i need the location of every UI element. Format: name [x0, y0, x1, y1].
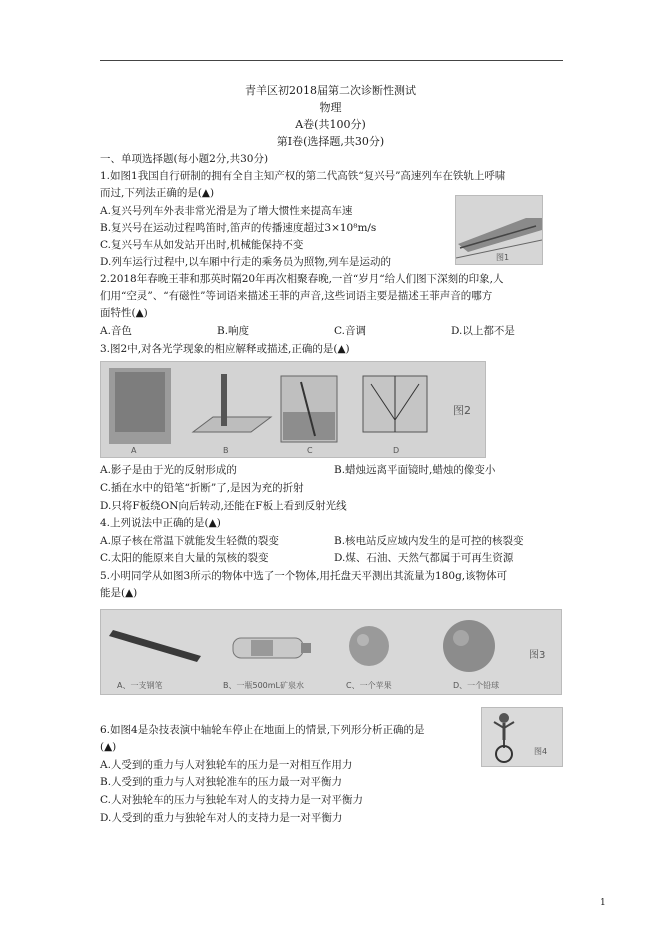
q2-stem-line3: 面特性(▲): [100, 307, 148, 319]
figure-3-caption-d: D、一个铅球: [453, 681, 500, 690]
q6-option-c: C.人对独轮车的压力与独轮车对人的支持力是一对平衡力: [100, 794, 363, 806]
figure-3-label: 图3: [529, 650, 546, 661]
figure-4-label: 图4: [534, 747, 548, 756]
q2-stem-line1: 2.2018年春晚王菲和那英时隔20年再次相聚春晚,一首“岁月“给人们图下深刻的印象,人: [100, 273, 504, 285]
q3-stem: 3.图2中,对各光学现象的相应解释或描述,正确的是(▲): [100, 343, 350, 355]
q1-stem-line1: 1.如图1我国自行研制的拥有全自主知产权的第二代高铁“复兴号”高速列车在铁轨上呼啸: [100, 170, 506, 182]
q6-option-a: A.人受到的重力与人对独轮车的压力是一对相互作用力: [100, 759, 353, 771]
figure-1-train-image: [455, 195, 543, 265]
q2-stem-line2: 们用“空灵”、“有磁性”等词语来描述王菲的声音,这些词语主要是描述王菲声音的哪方: [100, 290, 493, 302]
q1-option-a: A.复兴号列车外表非常光滑是为了增大惯性来提高车速: [100, 205, 353, 217]
part1-title: 第Ⅰ卷(选择题,共30分): [276, 135, 385, 148]
figure-3-caption-a: A、一支钢笔: [117, 681, 163, 690]
q6-stem-line2: (▲): [100, 741, 117, 753]
q4-option-a: A.原子核在常温下就能发生轻微的裂变: [100, 535, 279, 547]
exam-title: 青羊区初2018届第二次诊断性测试: [245, 84, 416, 97]
figure-3-caption-b: B、一瓶500mL矿泉水: [223, 681, 305, 690]
figure-3-caption-c: C、一个苹果: [346, 681, 392, 690]
q5-stem-line2: 能是(▲): [100, 587, 138, 599]
figure-2-panel-a-label: A: [131, 446, 137, 455]
q4-stem: 4.上列说法中正确的是(▲): [100, 517, 221, 529]
q2-option-c: C.音调: [334, 325, 366, 337]
q2-option-d: D.以上都不是: [451, 325, 515, 337]
page-number: 1: [600, 898, 606, 908]
volume-a-title: A卷(共100分): [295, 118, 366, 131]
figure-2-panel-d-label: D: [393, 446, 400, 455]
subject-title: 物理: [319, 101, 342, 114]
q3-option-b: B.蜡烛远离平面镜时,蜡烛的像变小: [334, 464, 496, 476]
section1-heading: 一、单项选择题(每小题2分,共30分): [100, 153, 269, 165]
q4-option-b: B.核电站反应域内发生的是可控的核裂变: [334, 535, 524, 547]
q1-stem-line2: 而过,下列法正确的是(▲): [100, 187, 215, 199]
q1-option-b: B.复兴号在运动过程鸣笛时,笛声的传播速度超过3×10⁸m/s: [100, 222, 377, 234]
q4-option-d: D.煤、石油、天然气都属于可再生资源: [334, 552, 514, 564]
figure-2-panel-b-label: B: [223, 446, 229, 455]
q1-option-c: C.复兴号车从如发站开出时,机械能保持不变: [100, 239, 304, 251]
q1-option-d: D.列车运行过程中,以车厢中行走的乘务员为照物,列车是运动的: [100, 256, 392, 268]
q5-stem-line1: 5.小明同学从如图3所示的物体中选了一个物体,用托盘天平测出其流量为180g,该物体可: [100, 570, 508, 582]
figure-2-label: 图2: [453, 404, 471, 417]
q2-option-b: B.响度: [217, 325, 250, 337]
figure-4-unicycle-image: [481, 707, 563, 767]
q6-option-d: D.人受到的重力与独轮车对人的支持力是一对平衡力: [100, 812, 343, 824]
header-rule: [100, 60, 563, 61]
figure-2-optics-image: [100, 361, 486, 458]
q6-option-b: B.人受到的重力与人对独轮准车的压力最一对平衡力: [100, 776, 343, 788]
q3-option-c: C.插在水中的铅笔“折断”了,是因为充的折射: [100, 482, 304, 494]
figure-3-objects-image: [100, 609, 562, 695]
q4-option-c: C.太阳的能原来自大量的氖核的裂变: [100, 552, 269, 564]
figure-1-label: 图1: [496, 253, 510, 262]
figure-2-panel-c-label: C: [307, 446, 313, 455]
q6-stem-line1: 6.如图4是杂技表演中轴轮车停止在地面上的情景,下列形分析正确的是: [100, 724, 425, 736]
q3-option-d: D.只将F板绕ON向后转动,还能在F板上看到反射光线: [100, 500, 347, 512]
q3-option-a: A.影子是由于光的反射形成的: [100, 464, 237, 476]
q2-option-a: A.音色: [100, 325, 132, 337]
